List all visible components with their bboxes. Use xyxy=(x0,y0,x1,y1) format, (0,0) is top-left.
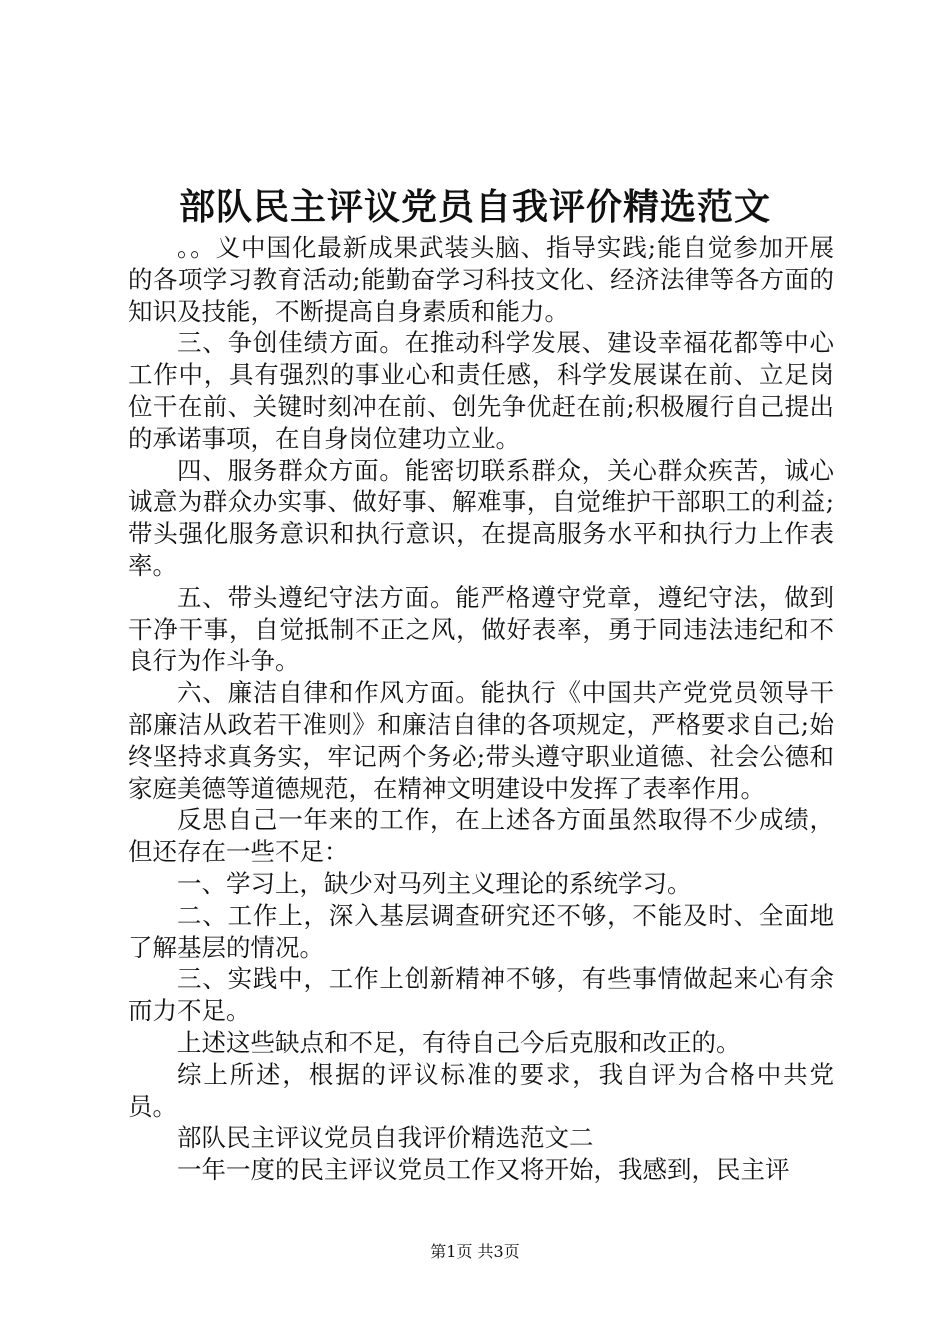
paragraph: 三、争创佳绩方面。在推动科学发展、建设幸福花都等中心工作中，具有强烈的事业心和责任感，科学发展谋在前、立足岗位干在前、关键时刻冲在前、创先争优赶在前;积极履行自己提出的承诺事项，在自身岗位建功立业。 xyxy=(128,328,834,453)
paragraph: 一、学习上，缺少对马列主义理论的系统学习。 xyxy=(177,868,692,898)
paragraph: 一年一度的民主评议党员工作又将开始，我感到，民主评 xyxy=(177,1155,790,1185)
paragraph: 上述这些缺点和不足，有待自己今后克服和改正的。 xyxy=(177,1027,741,1057)
paragraph: 。。义中国化最新成果武装头脑、指导实践;能自觉参加开展的各项学习教育活动;能勤奋学习科技文化、经济法律等各方面的知识及技能，不断提高自身素质和能力。 xyxy=(128,233,834,326)
paragraph: 四、服务群众方面。能密切联系群众，关心群众疾苦，诚心诚意为群众办实事、做好事、解难事，自觉维护干部职工的利益;带头强化服务意识和执行意识，在提高服务水平和执行力上作表率。 xyxy=(128,455,834,580)
document-body xyxy=(128,232,834,1186)
document-title: 部队民主评议党员自我评价精选范文 xyxy=(178,187,771,228)
paragraph: 五、带头遵纪守法方面。能严格遵守党章，遵纪守法，做到干净干事，自觉抵制不正之风，做好表率，勇于同违法违纪和不良行为作斗争。 xyxy=(128,582,834,676)
paragraph: 六、廉洁自律和作风方面。能执行《中国共产党党员领导干部廉洁从政若干准则》和廉洁自律的各项规定，严格要求自己;始终坚持求真务实，牢记两个务必;带头遵守职业道德、社会公德和家庭美德等道德规范，在精神文明建设中发挥了表率作用。 xyxy=(128,678,834,803)
page-footer: 第1页 共3页 xyxy=(430,1242,520,1261)
paragraph: 三、实践中，工作上创新精神不够，有些事情做起来心有余而力不足。 xyxy=(128,964,834,1026)
paragraph: 反思自己一年来的工作，在上述各方面虽然取得不少成绩，但还存在一些不足： xyxy=(128,805,834,867)
paragraph: 二、工作上，深入基层调查研究还不够，不能及时、全面地了解基层的情况。 xyxy=(128,900,834,962)
paragraph: 综上所述，根据的评议标准的要求，我自评为合格中共党员。 xyxy=(128,1059,834,1121)
section-heading: 部队民主评议党员自我评价精选范文二 xyxy=(177,1123,594,1153)
